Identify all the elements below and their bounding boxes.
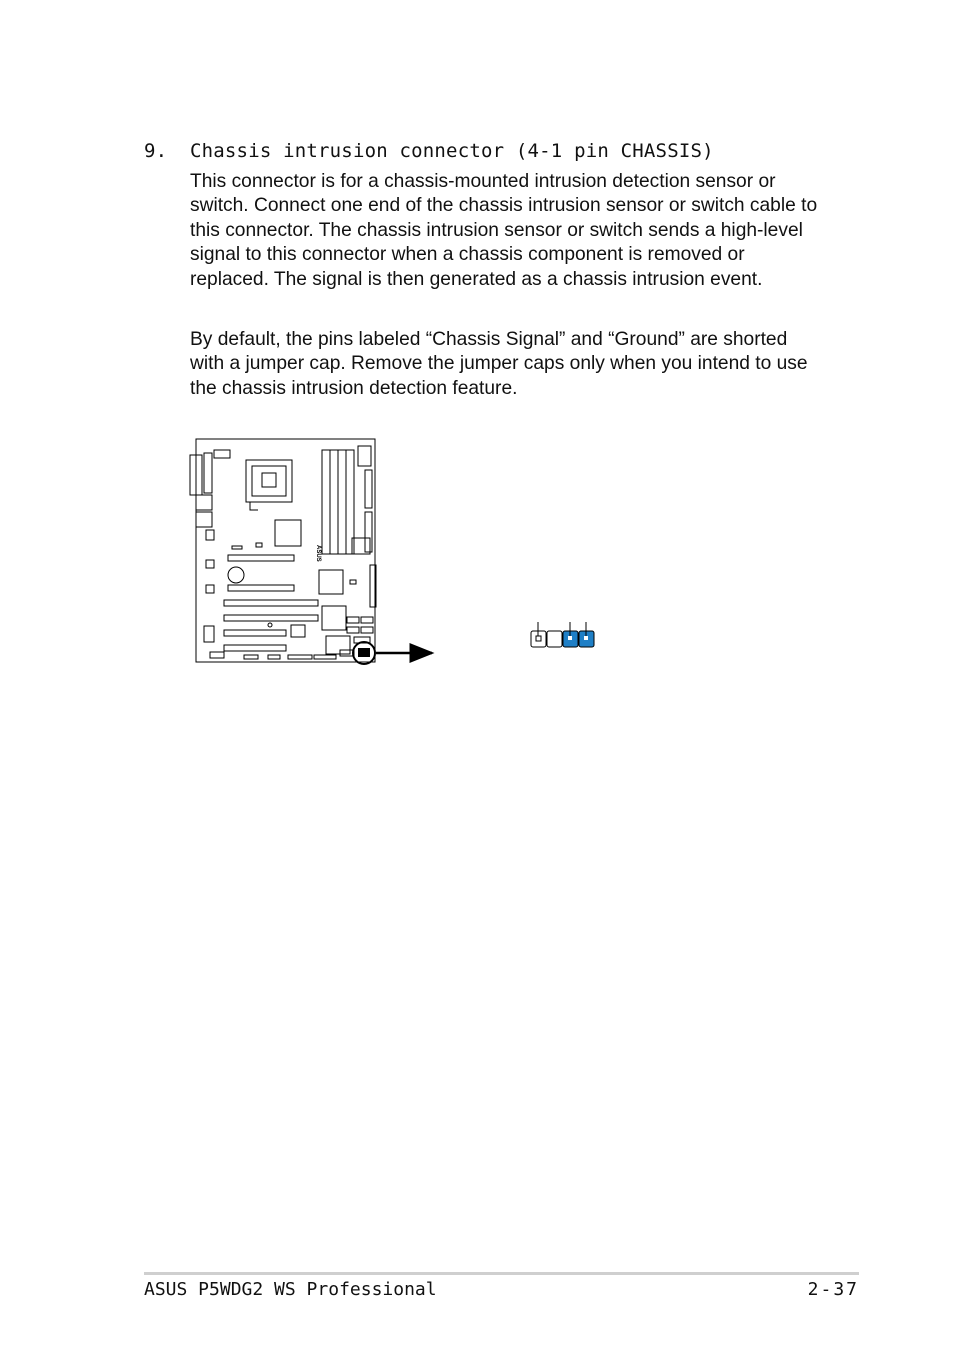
chassis-connector-pinout	[531, 622, 594, 647]
sata-connector-1	[347, 617, 359, 623]
dimm-slot-b1	[338, 450, 346, 554]
board-brand-label: ASUS	[315, 545, 321, 562]
pci-slot-2	[224, 615, 318, 621]
footer-page-number: 2-37	[807, 1279, 859, 1300]
section-title: Chassis intrusion connector (4-1 pin CHASSIS)	[190, 140, 714, 162]
north-bridge-chip	[275, 520, 301, 546]
battery-icon	[228, 567, 244, 583]
south-bridge-chip	[319, 570, 343, 594]
pcie-slot-2	[228, 585, 294, 591]
pci-slot-4	[224, 645, 286, 651]
dimm-slot-a2	[330, 450, 338, 554]
paragraph-description: This connector is for a chassis-mounted intrusion detection sensor or switch. Connect one end of the chassis intrusion sensor or switch cable to this connector. The chassis intrusion sensor or switch sends a high-level signal to this connector when a chassis component is removed or replaced. The signal is then generated as a chassis intrusion event.	[190, 171, 818, 290]
footer-product-name: ASUS P5WDG2 WS Professional	[144, 1279, 437, 1300]
pci-slot-3	[224, 630, 286, 636]
pcie-slot-1	[228, 555, 294, 561]
dimm-slot-a1	[322, 450, 330, 554]
pci-slot-1	[224, 600, 318, 606]
section-number: 9.	[144, 140, 168, 162]
connector-pin-2	[547, 631, 562, 647]
footer-divider	[144, 1272, 859, 1275]
paragraph-default-setting: By default, the pins labeled “Chassis Signal” and “Ground” are shorted with a jumper cap. Remove the jumper caps only when you intend to use the chassis intrusion detection feature.	[190, 329, 808, 399]
